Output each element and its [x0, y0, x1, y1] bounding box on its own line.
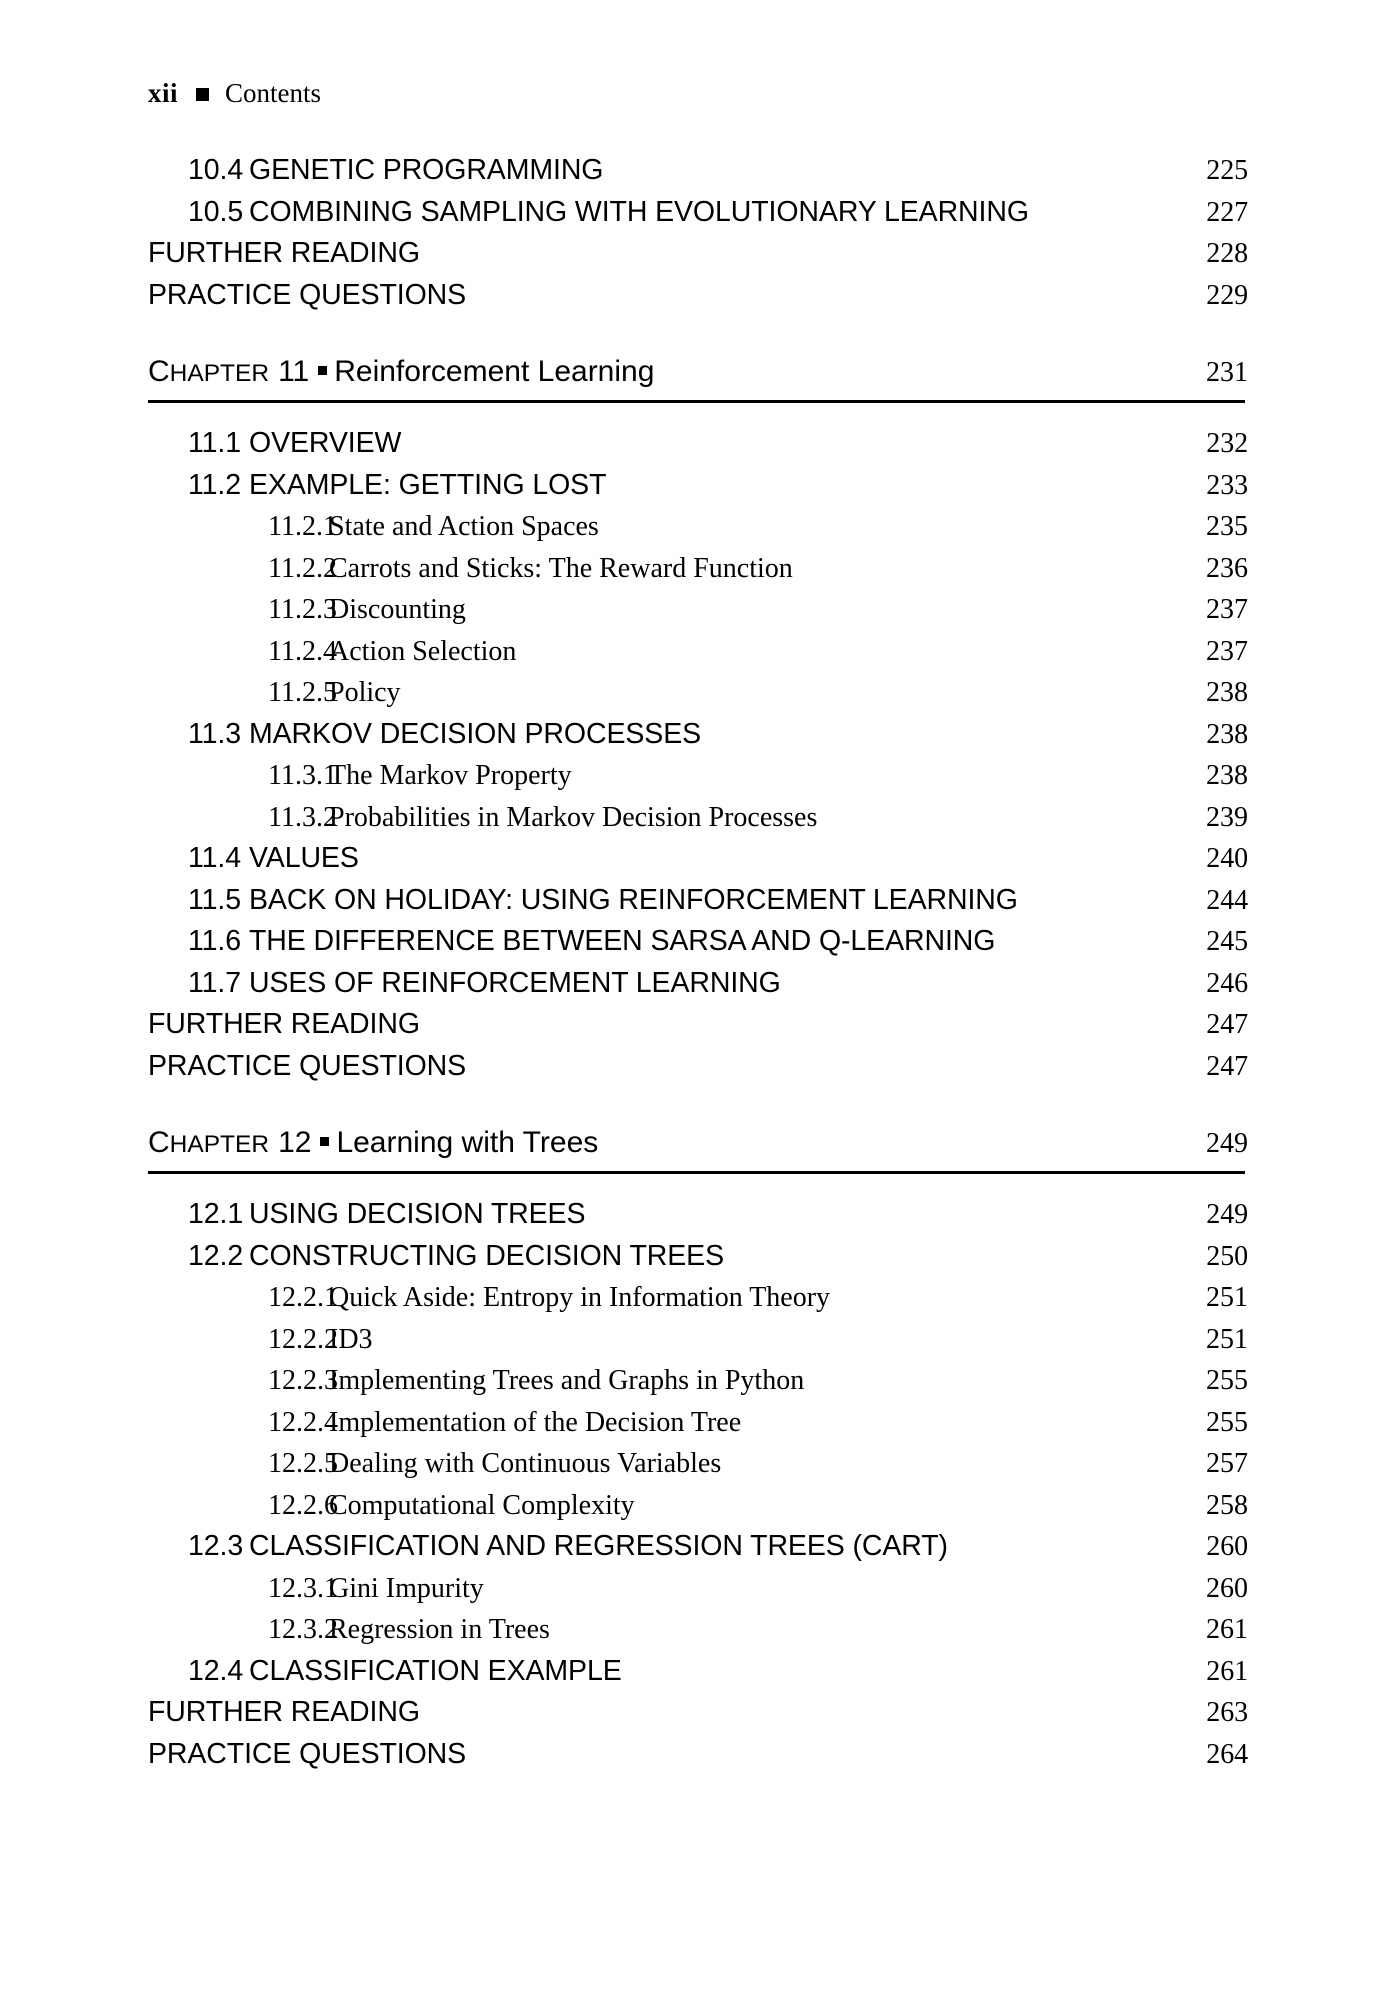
toc-subsection-row[interactable]	[148, 1609, 1248, 1651]
page-number: 238	[1206, 677, 1248, 708]
page-number: 229	[1206, 279, 1248, 311]
section-number: 12.4	[188, 1654, 244, 1687]
toc-section-row[interactable]	[148, 714, 1248, 756]
running-head-title: Contents	[225, 78, 322, 108]
toc-section-row[interactable]	[148, 1526, 1248, 1568]
section-label: MARKOV DECISION PROCESSES	[249, 717, 702, 750]
subsection-label: Action Selection	[329, 635, 517, 667]
toc-section-row[interactable]	[148, 838, 1248, 880]
section-label: VALUES	[249, 842, 359, 874]
section-label: BACK ON HOLIDAY: USING REINFORCEMENT LEARNING	[249, 883, 1018, 916]
page-number: 251	[1206, 1282, 1248, 1313]
section-label: THE DIFFERENCE BETWEEN SARSA AND Q-LEARNING	[249, 925, 996, 957]
page-number: 225	[1206, 155, 1248, 186]
section-number: 10.4	[188, 154, 244, 186]
section-label: GENETIC PROGRAMMING	[249, 154, 604, 186]
page-number: 244	[1206, 884, 1248, 916]
subsection-label: Regression in Trees	[329, 1614, 550, 1645]
subsection-number: 11.2.1	[268, 511, 337, 542]
page-number: 233	[1206, 469, 1248, 501]
subsection-label: Dealing with Continuous Variables	[329, 1448, 722, 1479]
subsection-number: 11.3.1	[268, 760, 337, 791]
toc-subsection-row[interactable]	[148, 1277, 1248, 1319]
toc-section-row[interactable]	[148, 423, 1248, 465]
toc-section-row[interactable]	[148, 963, 1248, 1005]
toc-section-row[interactable]	[148, 275, 1248, 317]
page-number: 227	[1206, 196, 1248, 228]
section-label: PRACTICE QUESTIONS	[148, 278, 467, 311]
section-label: CONSTRUCTING DECISION TREES	[249, 1239, 724, 1272]
subsection-number: 12.3.2	[268, 1614, 338, 1645]
toc-subsection-row[interactable]	[148, 1319, 1248, 1361]
page-number: 232	[1206, 428, 1248, 459]
section-number: 11.2	[188, 468, 241, 501]
page-number: 264	[1206, 1738, 1248, 1770]
section-number: 11.3	[188, 717, 241, 750]
spacer	[148, 1087, 1248, 1103]
toc-section-row[interactable]	[148, 192, 1248, 234]
toc-section-row[interactable]	[148, 1236, 1248, 1278]
toc-section-row[interactable]	[148, 465, 1248, 507]
subsection-number: 12.2.5	[268, 1448, 338, 1479]
page-number: 247	[1206, 1009, 1248, 1040]
subsection-label: Policy	[329, 677, 401, 708]
page-number: 239	[1206, 801, 1248, 833]
page-number: 238	[1206, 718, 1248, 750]
page-number: 236	[1206, 552, 1248, 584]
toc-subsection-row[interactable]	[148, 506, 1248, 548]
toc-subsection-row[interactable]	[148, 589, 1248, 631]
toc-section-row[interactable]	[148, 1004, 1248, 1046]
spacer	[148, 316, 1248, 332]
toc-subsection-row[interactable]	[148, 1402, 1248, 1444]
section-label: PRACTICE QUESTIONS	[148, 1049, 467, 1082]
table-of-contents	[148, 150, 1248, 1775]
chapter-heading[interactable]	[148, 350, 1248, 403]
page-number: 240	[1206, 843, 1248, 874]
subsection-number: 11.2.5	[268, 677, 337, 708]
toc-section-row[interactable]	[148, 1692, 1248, 1734]
subsection-number: 12.2.4	[268, 1406, 338, 1438]
chapter-title: Reinforcement Learning	[334, 355, 655, 388]
page-number: 260	[1206, 1572, 1248, 1604]
toc-section-row[interactable]	[148, 921, 1248, 963]
section-label: PRACTICE QUESTIONS	[148, 1737, 467, 1770]
toc-section-row[interactable]	[148, 1651, 1248, 1693]
subsection-number: 12.2.1	[268, 1282, 338, 1313]
toc-section-row[interactable]	[148, 1046, 1248, 1088]
page-number: 255	[1206, 1365, 1248, 1396]
toc-section-row[interactable]	[148, 150, 1248, 192]
page-number: 251	[1206, 1323, 1248, 1355]
chapter-word: CHAPTER	[148, 355, 270, 388]
chapter-rule	[148, 1171, 1245, 1174]
toc-subsection-row[interactable]	[148, 797, 1248, 839]
section-label: COMBINING SAMPLING WITH EVOLUTIONARY LEARNING	[249, 195, 1029, 228]
page-number: 237	[1206, 635, 1248, 667]
page-number: 249	[1206, 1128, 1248, 1159]
subsection-label: ID3	[329, 1323, 373, 1355]
toc-subsection-row[interactable]	[148, 1568, 1248, 1610]
section-number: 10.5	[188, 195, 244, 228]
toc-section-row[interactable]	[148, 880, 1248, 922]
subsection-number: 11.2.3	[268, 594, 337, 625]
section-label: USES OF REINFORCEMENT LEARNING	[249, 966, 781, 999]
section-number: 12.3	[188, 1530, 244, 1562]
page-number: 261	[1206, 1655, 1248, 1687]
subsection-number: 12.2.6	[268, 1489, 338, 1521]
page-number: 228	[1206, 238, 1248, 269]
page-number: 237	[1206, 594, 1248, 625]
section-label: FURTHER READING	[148, 1008, 420, 1040]
chapter-word: CHAPTER	[148, 1126, 270, 1159]
square-bullet-icon	[196, 88, 209, 101]
page-number: 249	[1206, 1199, 1248, 1230]
subsection-number: 11.3.2	[268, 801, 337, 833]
section-number: 11.4	[188, 842, 241, 874]
section-label: CLASSIFICATION EXAMPLE	[249, 1654, 622, 1687]
toc-subsection-row[interactable]	[148, 1360, 1248, 1402]
toc-subsection-row[interactable]	[148, 548, 1248, 590]
section-number: 11.6	[188, 925, 241, 957]
subsection-label: State and Action Spaces	[329, 511, 599, 542]
page-number: 261	[1206, 1614, 1248, 1645]
page-number: 247	[1206, 1050, 1248, 1082]
page-number: 260	[1206, 1531, 1248, 1562]
chapter-heading[interactable]	[148, 1121, 1248, 1174]
chapter-rule	[148, 400, 1245, 403]
section-label: EXAMPLE: GETTING LOST	[249, 468, 607, 501]
toc-subsection-row[interactable]	[148, 631, 1248, 673]
subsection-label: Probabilities in Markov Decision Processes	[329, 801, 818, 833]
running-head	[148, 78, 321, 109]
chapter-title: Learning with Trees	[336, 1126, 599, 1159]
section-number: 12.1	[188, 1198, 244, 1230]
page-number: 258	[1206, 1489, 1248, 1521]
subsection-label: Discounting	[329, 594, 466, 625]
square-bullet-icon	[320, 1137, 329, 1146]
page-number: 263	[1206, 1697, 1248, 1728]
section-label: USING DECISION TREES	[249, 1198, 586, 1230]
subsection-label: Implementing Trees and Graphs in Python	[329, 1365, 805, 1396]
square-bullet-icon	[318, 366, 327, 375]
chapter-number: 12	[278, 1126, 312, 1159]
subsection-number: 12.2.2	[268, 1323, 338, 1355]
subsection-label: Quick Aside: Entropy in Information Theory	[329, 1282, 831, 1313]
toc-section-row[interactable]	[148, 1194, 1248, 1236]
section-label: OVERVIEW	[249, 427, 402, 459]
toc-section-row[interactable]	[148, 233, 1248, 275]
subsection-number: 11.2.2	[268, 552, 337, 584]
subsection-label: Implementation of the Decision Tree	[329, 1406, 742, 1438]
page-number: 255	[1206, 1406, 1248, 1438]
subsection-label: The Markov Property	[329, 760, 572, 791]
subsection-number: 11.2.4	[268, 635, 337, 667]
toc-section-row[interactable]	[148, 1734, 1248, 1776]
page-number: 235	[1206, 511, 1248, 542]
page-number: 257	[1206, 1448, 1248, 1479]
section-number: 11.5	[188, 883, 241, 916]
page-number: 250	[1206, 1240, 1248, 1272]
subsection-number: 12.3.1	[268, 1572, 338, 1604]
subsection-label: Computational Complexity	[329, 1489, 635, 1521]
toc-subsection-row[interactable]	[148, 1485, 1248, 1527]
section-label: FURTHER READING	[148, 237, 420, 269]
subsection-number: 12.2.3	[268, 1365, 338, 1396]
toc-subsection-row[interactable]	[148, 672, 1248, 714]
section-number: 11.7	[188, 966, 241, 999]
subsection-label: Gini Impurity	[329, 1572, 484, 1604]
page-number: 231	[1206, 357, 1248, 388]
chapter-number: 11	[278, 355, 310, 388]
page-number: 245	[1206, 926, 1248, 957]
section-label: FURTHER READING	[148, 1696, 420, 1728]
section-number: 11.1	[188, 427, 241, 459]
toc-subsection-row[interactable]	[148, 755, 1248, 797]
page-folio: xii	[148, 78, 179, 108]
page-number: 246	[1206, 967, 1248, 999]
subsection-label: Carrots and Sticks: The Reward Function	[329, 552, 793, 584]
toc-subsection-row[interactable]	[148, 1443, 1248, 1485]
section-number: 12.2	[188, 1239, 244, 1272]
section-label: CLASSIFICATION AND REGRESSION TREES (CART)	[249, 1530, 948, 1562]
page-number: 238	[1206, 760, 1248, 791]
